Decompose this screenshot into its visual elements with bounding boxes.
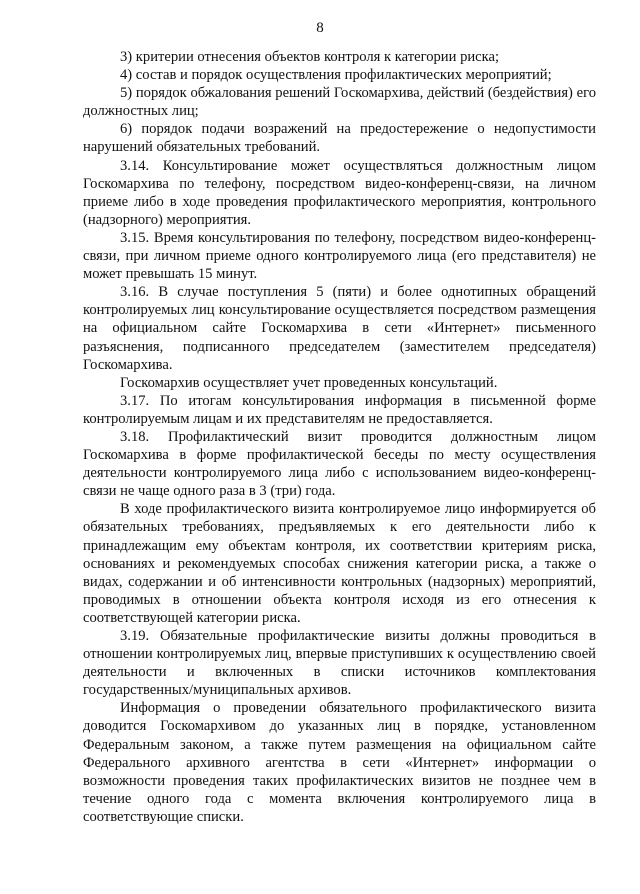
- list-item-objections: 6) порядок подачи возражений на предостережение о недопустимости нарушений обязательных требований.: [83, 121, 596, 156]
- clause-3-19: 3.19. Обязательные профилактические визиты должны проводиться в отношении контролируемых лиц, впервые приступивших к осуществлению своей деятельности и включенных в списки источников комплектования государственных/муниципальных архивов.: [83, 628, 596, 699]
- clause-3-15: 3.15. Время консультирования по телефону, посредством видео-конференц-связи, при личном приеме одного контролируемого лица (его представителя) не может превышать 15 минут.: [83, 229, 596, 283]
- visit-information-paragraph: В ходе профилактического визита контролируемое лицо информируется об обязательных требованиях, предъявляемых к его деятельности либо к принадлежащим ему объектам контроля, их соответствии критериям риска, основаниях и рекомендуемых способах снижения категории риска, а также о видах, содержании и об интенсивности контрольных (надзорных) мероприятий, проводимых в отношении объекта контроля исходя из его отнесения к соответствующей категории риска.: [83, 501, 596, 626]
- document-body: [83, 48, 596, 826]
- clause-3-14: 3.14. Консультирование может осуществляться должностным лицом Госкомархива по телефону, посредством видео-конференц-связи, на личном приеме либо в ходе проведения профилактического мероприятия, контрольного (надзорного) мероприятия.: [83, 157, 596, 228]
- clause-3-16: 3.16. В случае поступления 5 (пяти) и более однотипных обращений контролируемых лиц консультирование осуществляется посредством размещения на официальном сайте Госкомархива в сети «Интернет» письменного разъяснения, подписанного председателем (заместителем председателя) Госкомархива.: [83, 284, 596, 373]
- page-number: 8: [316, 20, 324, 36]
- mandatory-visit-information-paragraph: Информация о проведении обязательного профилактического визита доводится Госкомархивом до указанных лиц в порядке, установленном Федеральным законом, а также путем размещения на официальном сайте Федерального архивного агентства в сети «Интернет» информации о возможности проведения таких профилактических визитов не позднее чем в течение одного года с момента включения контролируемого лица в соответствующие списки.: [83, 700, 596, 825]
- list-item-criteria: 3) критерии отнесения объектов контроля к категории риска;: [120, 49, 500, 65]
- list-item-appeal: 5) порядок обжалования решений Госкомархива, действий (бездействия) его должностных лиц;: [83, 85, 596, 120]
- clause-3-17: 3.17. По итогам консультирования информация в письменной форме контролируемым лицам и их представителям не предоставляется.: [83, 392, 596, 427]
- clause-3-18: 3.18. Профилактический визит проводится должностным лицом Госкомархива в форме профилактической беседы по месту осуществления деятельности контролируемого лица либо с использованием видео-конференц-связи не чаще одного раза в 3 (три) года.: [83, 428, 596, 500]
- list-item-composition: 4) состав и порядок осуществления профилактических мероприятий;: [120, 67, 552, 84]
- consultation-record-paragraph: Госкомархив осуществляет учет проведенных консультаций.: [120, 374, 498, 391]
